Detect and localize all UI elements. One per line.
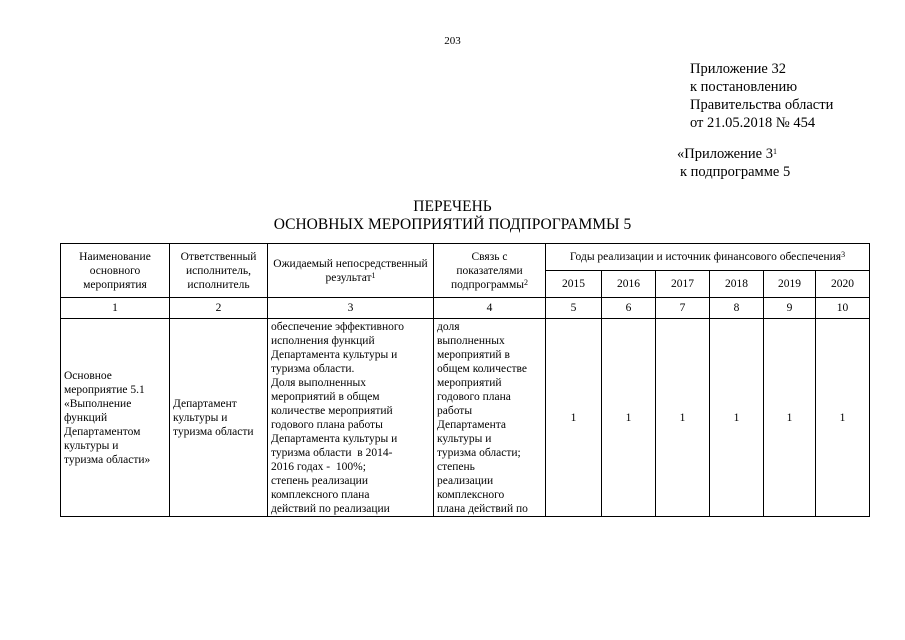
year-value-cell: 1: [602, 319, 656, 517]
cell-line: туризма области;: [437, 446, 521, 459]
cell-line: туризма области.: [271, 362, 355, 375]
cell-line: туризма области: [173, 425, 254, 438]
title-line1: ПЕРЕЧЕНЬ: [413, 198, 492, 215]
footnote-mark: 2: [523, 277, 528, 287]
cell-line: степень: [437, 460, 475, 473]
measure-name-cell: [61, 319, 170, 517]
year-value-cell: 1: [816, 319, 870, 517]
header-name: Наименование основного мероприятия: [61, 244, 170, 298]
header-year: 2019: [764, 271, 816, 298]
cell-line: выполненных: [437, 334, 505, 347]
header-executor: Ответственный исполнитель, исполнитель: [170, 244, 268, 298]
cell-line: Департамента: [437, 418, 507, 431]
column-number: 4: [434, 298, 546, 319]
header-year: 2018: [710, 271, 764, 298]
appendix-line: Правительства области: [690, 97, 834, 113]
cell-line: общем количестве: [437, 362, 527, 375]
column-number: 2: [170, 298, 268, 319]
column-number: 9: [764, 298, 816, 319]
column-number: 7: [656, 298, 710, 319]
year-value-cell: 1: [710, 319, 764, 517]
column-number: 1: [61, 298, 170, 319]
cell-line: мероприятий в общем: [271, 390, 380, 403]
cell-line: Доля выполненных: [271, 376, 367, 389]
column-number: 8: [710, 298, 764, 319]
cell-line: степень реализации: [271, 474, 368, 487]
appendix-ref-block: [677, 145, 790, 181]
cell-line: исполнения функций: [271, 334, 375, 347]
cell-line: количестве мероприятий: [271, 404, 393, 417]
cell-line: Департамент: [173, 397, 237, 410]
year-value-cell: 1: [764, 319, 816, 517]
header-year: 2020: [816, 271, 870, 298]
link-cell: [434, 319, 546, 517]
cell-line: туризма области в 2014-: [271, 446, 393, 459]
cell-line: обеспечение эффективного: [271, 320, 405, 333]
header-years: Годы реализации и источник финансового обеспечения$^3$: [546, 244, 870, 271]
cell-line: культуры и: [437, 432, 492, 445]
footnote-mark: 1: [772, 147, 777, 156]
cell-line: Департамента культуры и: [271, 432, 398, 445]
cell-line: комплексного плана: [271, 488, 370, 501]
cell-line: 2016 годах - 100%;: [271, 460, 366, 473]
column-number: 5: [546, 298, 602, 319]
table-row: [61, 319, 870, 517]
footnote-mark: 1: [371, 270, 376, 280]
cell-line: Департамента культуры и: [271, 348, 398, 361]
column-number: 3: [268, 298, 434, 319]
header-year: 2017: [656, 271, 710, 298]
cell-line: годового плана работы: [271, 418, 383, 431]
appendix-ref-line1: «Приложение $3^1$: [677, 146, 777, 162]
header-year: 2016: [602, 271, 656, 298]
title-line2: ОСНОВНЫХ МЕРОПРИЯТИЙ ПОДПРОГРАММЫ 5: [273, 216, 632, 233]
year-value-cell: 1: [656, 319, 710, 517]
page-number: 203: [444, 35, 461, 47]
cell-line: мероприятий в: [437, 348, 510, 361]
appendix-block: [690, 60, 833, 132]
cell-line: туризма области»: [64, 453, 151, 466]
cell-line: культуры и: [173, 411, 228, 424]
appendix-line: к постановлению: [690, 79, 798, 95]
header-result: Ожидаемый непосредственный результат$^1$: [268, 244, 434, 298]
cell-line: действий по реализации: [271, 502, 390, 515]
column-number: 10: [816, 298, 870, 319]
cell-line: плана действий по: [437, 502, 528, 515]
header-link: Связь с показателями подпрограммы$^2$: [434, 244, 546, 298]
column-number-row: [61, 298, 870, 319]
executor-cell: [170, 319, 268, 517]
cell-line: реализации: [437, 474, 494, 487]
cell-line: культуры и: [64, 439, 119, 452]
cell-line: мероприятие 5.1: [64, 383, 145, 396]
document-title: [0, 198, 905, 234]
measures-table: [60, 243, 870, 517]
year-value-cell: 1: [546, 319, 602, 517]
footnote-mark: 3: [841, 250, 846, 259]
cell-line: Основное: [64, 369, 112, 382]
cell-line: комплексного: [437, 488, 505, 501]
appendix-ref-line2: к подпрограмме 5: [680, 164, 791, 180]
cell-line: «Выполнение: [64, 397, 132, 410]
column-number: 6: [602, 298, 656, 319]
appendix-line: Приложение 32: [690, 61, 786, 77]
cell-line: мероприятий: [437, 376, 502, 389]
cell-line: функций: [64, 411, 108, 424]
appendix-line: от 21.05.2018 № 454: [690, 115, 816, 131]
cell-line: Департаментом: [64, 425, 141, 438]
header-year: 2015: [546, 271, 602, 298]
cell-line: работы: [437, 404, 473, 417]
result-cell: [268, 319, 434, 517]
cell-line: доля: [437, 320, 460, 333]
cell-line: годового плана: [437, 390, 511, 403]
